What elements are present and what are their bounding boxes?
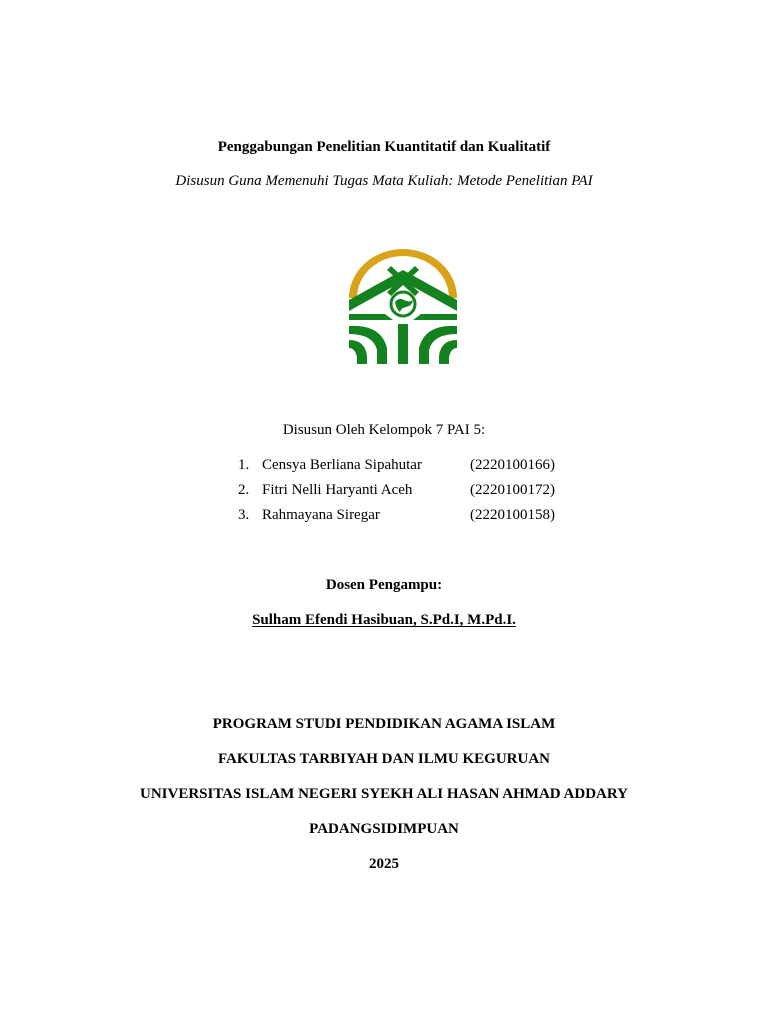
- member-name: Rahmayana Siregar: [262, 507, 380, 523]
- university-logo-icon: [343, 244, 463, 366]
- city-name: PADANGSIDIMPUAN: [309, 821, 459, 837]
- member-name: Fitri Nelli Haryanti Aceh: [262, 482, 413, 498]
- document-year: 2025: [369, 856, 399, 872]
- member-list-item: [0, 506, 768, 524]
- lecturer-name: [0, 611, 768, 629]
- member-number: 1.: [238, 457, 250, 473]
- member-nim: (2220100166): [470, 457, 555, 473]
- member-nim: (2220100172): [470, 482, 555, 498]
- lecturer-name-text: Sulham Efendi Hasibuan, S.Pd.I, M.Pd.I.: [252, 612, 516, 628]
- member-number: 2.: [238, 482, 250, 498]
- study-program: PROGRAM STUDI PENDIDIKAN AGAMA ISLAM: [212, 716, 556, 732]
- document-title: Penggabungan Penelitian Kuantitatif dan Kualitatif: [217, 139, 551, 155]
- university-name: UNIVERSITAS ISLAM NEGERI SYEKH ALI HASAN AHMAD ADDARY: [139, 786, 629, 802]
- member-list-item: [0, 456, 768, 474]
- group-heading: Disusun Oleh Kelompok 7 PAI 5:: [282, 422, 486, 438]
- member-list-item: [0, 481, 768, 499]
- faculty-name: FAKULTAS TARBIYAH DAN ILMU KEGURUAN: [218, 751, 550, 767]
- lecturer-heading: Dosen Pengampu:: [325, 577, 443, 593]
- document-subtitle: Disusun Guna Memenuhi Tugas Mata Kuliah: Metode Penelitian PAI: [175, 173, 593, 189]
- member-name: Censya Berliana Sipahutar: [262, 457, 422, 473]
- member-nim: (2220100158): [470, 507, 555, 523]
- member-number: 3.: [238, 507, 250, 523]
